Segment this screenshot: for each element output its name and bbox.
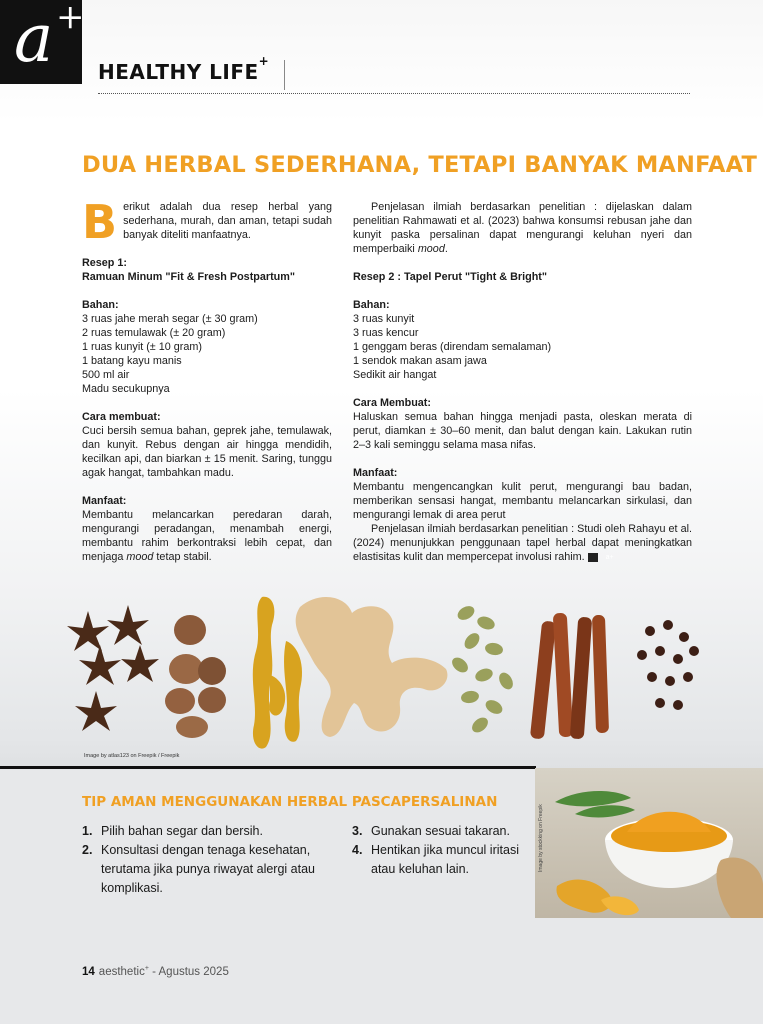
ingredient-item: 1 batang kayu manis: [82, 355, 182, 367]
recipe1-benefit: [82, 508, 332, 564]
recipe1-name: Ramuan Minum "Fit & Fresh Postpartum": [82, 271, 295, 283]
logo-letter: a: [14, 0, 54, 77]
recipe2-method-heading: Cara Membuat:: [353, 397, 431, 409]
ingredient-item: 500 ml air: [82, 369, 130, 381]
tip-item: [352, 822, 532, 841]
left-column: [82, 195, 332, 564]
recipe1-benefit-heading: Manfaat:: [82, 495, 127, 507]
ginger-root-icon: [296, 597, 448, 737]
clove-icon: [637, 620, 699, 710]
explanation-text: Penjelasan ilmiah berdasarkan penelitian : dijelaskan dalam penelitian Rahmawati et al. (2023) bahwa konsumsi rebusan jahe dan kunyit paska persalinan dapat mengurangi keluhan nyeri dan memperbaiki: [353, 201, 692, 255]
star-anise-icon: [67, 605, 159, 731]
benefit-emphasis: mood: [126, 551, 154, 563]
explanation-paragraph-2: [353, 522, 692, 564]
tip-text: Pilih bahan segar dan bersih.: [101, 824, 263, 838]
header-divider: [284, 60, 285, 90]
recipe1-ingredients-heading: Bahan:: [82, 299, 119, 311]
ingredient-item: 2 ruas temulawak (± 20 gram): [82, 327, 226, 339]
tip-text: Konsultasi dengan tenaga kesehatan, terutama jika punya riwayat alergi atau komplikasi.: [101, 843, 316, 895]
intro-paragraph: [82, 195, 332, 249]
ingredient-item: Madu secukupnya: [82, 383, 170, 395]
ingredient-item: 1 ruas kunyit (± 10 gram): [82, 341, 202, 353]
explanation-paragraph-1: [353, 200, 692, 256]
article-end-mark: a+: [588, 553, 598, 562]
recipe1-method: Cuci bersih semua bahan, geprek jahe, temulawak, dan kunyit. Rebus dengan air hingga mendidih, kecilkan api, dan biarkan ± 15 menit. Saring, tunggu agak hangat, tambahkan madu.: [82, 425, 332, 479]
drop-cap: B: [82, 195, 118, 249]
ingredient-item: 3 ruas jahe merah segar (± 30 gram): [82, 313, 258, 325]
tip-number: 3.: [352, 824, 363, 838]
cardamom-icon: [449, 603, 515, 735]
tip-number: 4.: [352, 843, 363, 857]
recipe2-method: Haluskan semua bahan hingga menjadi pasta, oleskan merata di perut, diamkan ± 30–60 menit, dan balut dengan kain. Lakukan rutin 2–3 kali seminggu selama masa nifas.: [353, 411, 692, 451]
tip-number: 2.: [82, 843, 93, 857]
cinnamon-stick-icon: [530, 613, 609, 740]
tips-rule: [0, 766, 536, 769]
header-rule: [98, 93, 690, 94]
ingredient-item: Sedikit air hangat: [353, 369, 437, 381]
page-number: 14: [82, 965, 95, 978]
explanation-emphasis: mood: [417, 243, 445, 255]
section-name: HEALTHY LIFE: [98, 60, 259, 84]
tips-title: TIP AMAN MENGGUNAKAN HERBAL PASCAPERSALINAN: [82, 794, 498, 810]
intro-text: erikut adalah dua resep herbal yang sederhana, murah, dan aman, tetapi sudah banyak diteliti manfaatnya.: [123, 201, 332, 241]
turmeric-root-icon: [253, 597, 302, 749]
tip-text: Gunakan sesuai takaran.: [371, 824, 510, 838]
logo-plus: +: [56, 0, 85, 37]
ingredient-item: 1 sendok makan asam jawa: [353, 355, 487, 367]
recipe1-method-heading: Cara membuat:: [82, 411, 161, 423]
benefit-text-end: tetap stabil.: [153, 551, 212, 563]
benefit-text: Membantu melancarkan peredaran darah, mengurangi peradangan, menambah energi, membantu rahim berkontraksi lebih cepat, dan menjaga: [82, 509, 332, 563]
turmeric-photo: [535, 768, 763, 918]
recipe1-heading: Resep 1:: [82, 257, 128, 269]
turmeric-photo-credit: Image by stockking on Freepik: [538, 804, 544, 872]
explanation-end: .: [444, 243, 448, 255]
recipe2-benefit: Membantu mengencangkan kulit perut, mengurangi bau badan, memberikan sensasi hangat, membantu melancarkan sirkulasi, dan mengurangi lemak di area perut: [353, 481, 692, 521]
tip-text: Hentikan jika muncul iritasi atau keluhan lain.: [371, 843, 519, 876]
ingredient-item: 1 genggam beras (direndam semalaman): [353, 341, 552, 353]
nutmeg-icon: [165, 615, 226, 738]
ingredient-item: 3 ruas kencur: [353, 327, 419, 339]
tips-list-right: [352, 822, 532, 879]
recipe2-heading: Resep 2 : Tapel Perut "Tight & Bright": [353, 271, 548, 283]
tip-item: [352, 841, 532, 879]
tips-list-left: [82, 822, 344, 898]
right-column: [353, 200, 692, 564]
article-headline: DUA HERBAL SEDERHANA, TETAPI BANYAK MANFAAT: [82, 152, 758, 178]
magazine-plus: +: [144, 965, 149, 972]
photo-credit: Image by atlas123 on Freepik / Freepik: [84, 753, 180, 759]
explanation2-text: Penjelasan ilmiah berdasarkan penelitian : Studi oleh Rahayu et al. (2024) menunjukkan penggunaan tapel herbal dapat meningkatkan elastisitas kulit dan mempercepat involusi rahim.: [353, 523, 692, 563]
recipe2-ingredients-heading: Bahan:: [353, 299, 390, 311]
magazine-logo: [0, 0, 85, 84]
tip-number: 1.: [82, 824, 93, 838]
section-plus: +: [258, 54, 270, 69]
ingredient-item: 3 ruas kunyit: [353, 313, 415, 325]
tip-item: [82, 841, 344, 898]
recipe2-benefit-heading: Manfaat:: [353, 467, 398, 479]
tip-item: [82, 822, 344, 841]
page-footer: [82, 965, 229, 978]
magazine-name: aesthetic: [98, 965, 145, 978]
issue-date: - Agustus 2025: [148, 965, 229, 978]
spices-photo: [0, 585, 763, 765]
section-label: [98, 54, 270, 84]
